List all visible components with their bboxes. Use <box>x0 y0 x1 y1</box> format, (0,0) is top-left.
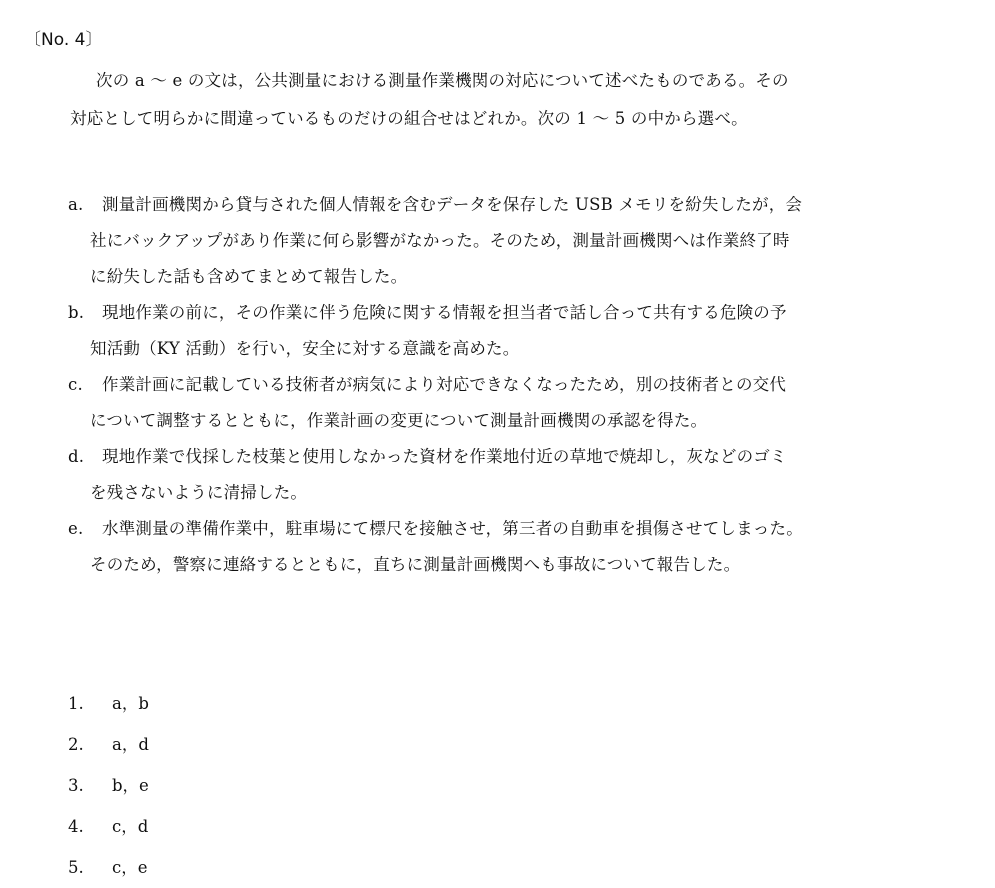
statement-label: d. <box>68 447 85 466</box>
choice-number: 2. <box>68 735 84 754</box>
question-number: 〔No. 4〕 <box>24 30 103 50</box>
statement-label: a. <box>68 195 84 214</box>
statement-line: 社にバックアップがあり作業に何ら影響がなかった。そのため，測量計画機関へは作業終了時 <box>90 231 790 250</box>
choice-text: a，b <box>112 694 149 713</box>
statement-label: b. <box>68 303 85 322</box>
choice-text: c，d <box>112 817 149 836</box>
choice-text: c，e <box>112 858 148 877</box>
statement-line: 作業計画に記載している技術者が病気により対応できなくなったため，別の技術者との交代 <box>102 375 787 394</box>
statement-e <box>68 511 973 583</box>
statement-line: 現地作業の前に，その作業に伴う危険に関する情報を担当者で話し合って共有する危険の予 <box>102 303 787 322</box>
statement-c <box>68 367 973 439</box>
statement-line: について調整するとともに，作業計画の変更について測量計画機関の承認を得た。 <box>90 411 708 430</box>
statement-line: 知活動（KY 活動）を行い，安全に対する意識を高めた。 <box>90 339 520 358</box>
statement-a <box>68 187 973 295</box>
stem-line: 対応として明らかに間違っているものだけの組合せはどれか。次の 1 〜 5 の中から選べ。 <box>70 109 748 128</box>
choice-4[interactable] <box>68 806 149 847</box>
statement-line: 現地作業で伐採した枝葉と使用しなかった資材を作業地付近の草地で焼却し，灰などのゴミ <box>102 447 787 466</box>
statement-label: e. <box>68 519 84 538</box>
statement-line: に紛失した話も含めてまとめて報告した。 <box>90 267 408 286</box>
statement-list <box>68 187 973 583</box>
choice-2[interactable] <box>68 724 149 765</box>
statement-b <box>68 295 973 367</box>
choice-3[interactable] <box>68 765 149 806</box>
statement-line: そのため，警察に連絡するとともに，直ちに測量計画機関へも事故について報告した。 <box>90 555 741 574</box>
choice-5[interactable] <box>68 847 149 888</box>
choice-number: 1. <box>68 694 84 713</box>
choice-text: a，d <box>112 735 149 754</box>
statement-d <box>68 439 973 511</box>
statement-label: c. <box>68 375 83 394</box>
choice-text: b，e <box>112 776 149 795</box>
statement-line: 水準測量の準備作業中，駐車場にて標尺を接触させ，第三者の自動車を損傷させてしまった。 <box>102 519 803 538</box>
answer-choices <box>68 683 149 888</box>
question-stem <box>70 62 975 138</box>
stem-line: 次の a 〜 e の文は，公共測量における測量作業機関の対応について述べたものである。その <box>96 71 789 90</box>
choice-number: 4. <box>68 817 84 836</box>
choice-number: 3. <box>68 776 84 795</box>
choice-number: 5. <box>68 858 84 877</box>
statement-line: 測量計画機関から貸与された個人情報を含むデータを保存した USB メモリを紛失したが，会 <box>102 195 803 214</box>
statement-line: を残さないように清掃した。 <box>90 483 308 502</box>
choice-1[interactable] <box>68 683 149 724</box>
